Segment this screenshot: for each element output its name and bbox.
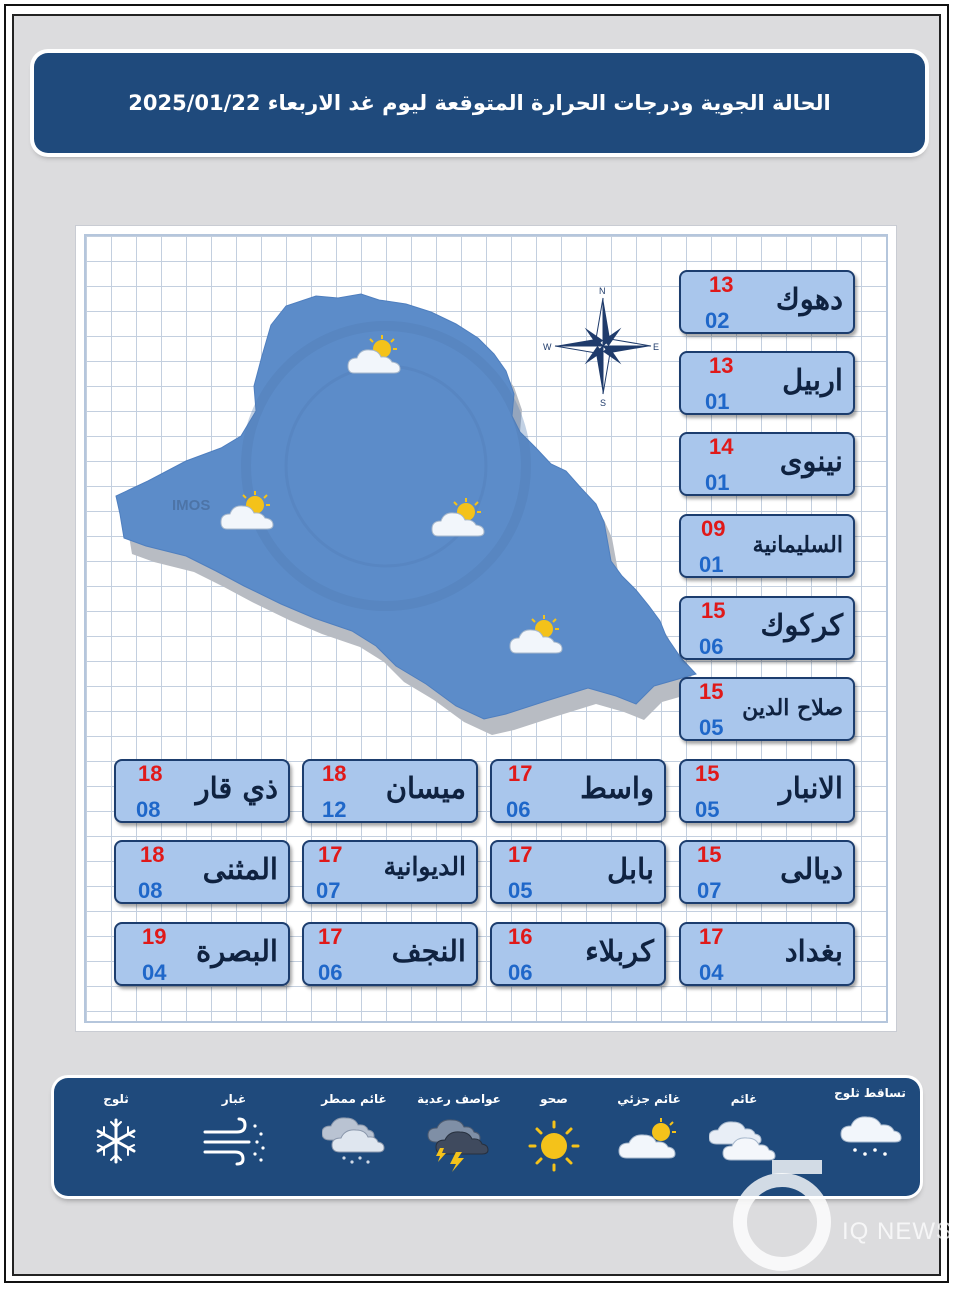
city-name: السليمانية <box>752 532 843 558</box>
compass-west: W <box>543 342 552 352</box>
city-name: ذي قار <box>195 771 278 805</box>
city-name: اربيل <box>782 363 843 397</box>
page-title: الحالة الجوية ودرجات الحرارة المتوقعة ليوم غد الاربعاء 2025/01/22 <box>128 91 831 115</box>
compass-rose-icon <box>543 286 659 408</box>
title-bar <box>34 53 925 153</box>
legend-item-sunny <box>504 1092 604 1172</box>
city-name: ديالى <box>780 852 843 886</box>
legend-label: غبار <box>221 1092 247 1106</box>
max-temp: 18 <box>322 761 347 786</box>
compass-east: E <box>653 342 660 352</box>
city-name: بابل <box>607 852 654 886</box>
max-temp: 15 <box>699 679 724 704</box>
imos-watermark: IMOS <box>172 497 211 514</box>
max-temp: 15 <box>695 761 720 786</box>
legend-label: غائم ممطر <box>321 1092 387 1106</box>
min-temp: 05 <box>699 715 724 740</box>
max-temp: 13 <box>709 272 734 297</box>
min-temp: 06 <box>318 960 343 985</box>
city-name: الانبار <box>778 771 843 805</box>
min-temp: 04 <box>142 960 167 985</box>
city-card <box>302 840 478 904</box>
max-temp: 17 <box>508 842 533 867</box>
legend-label: عواصف رعدية <box>417 1092 501 1106</box>
min-temp: 07 <box>316 878 341 903</box>
min-temp: 05 <box>695 797 720 822</box>
city-card <box>114 922 290 986</box>
max-temp: 15 <box>701 598 726 623</box>
min-temp: 02 <box>705 308 730 333</box>
min-temp: 07 <box>697 878 722 903</box>
max-temp: 17 <box>318 924 343 949</box>
legend-item-dust <box>184 1092 284 1166</box>
city-card <box>679 922 855 986</box>
legend-label: ثلوج <box>103 1092 129 1106</box>
city-name: بغداد <box>784 934 843 968</box>
min-temp: 01 <box>705 470 730 495</box>
city-name: النجف <box>391 934 466 968</box>
compass-south: S <box>600 398 607 408</box>
city-name: واسط <box>580 771 654 805</box>
min-temp: 04 <box>699 960 724 985</box>
max-temp: 17 <box>508 761 533 786</box>
city-name: الديوانية <box>383 852 466 881</box>
city-card <box>490 840 666 904</box>
legend-item-partly-cloudy <box>599 1092 699 1160</box>
max-temp: 13 <box>709 353 734 378</box>
iq-news-logo <box>730 1150 840 1280</box>
city-name: المثنى <box>202 852 278 886</box>
max-temp: 15 <box>697 842 722 867</box>
city-card <box>302 922 478 986</box>
min-temp: 12 <box>322 797 347 822</box>
city-card <box>114 840 290 904</box>
city-card <box>679 759 855 823</box>
legend-item-rainy-cloud <box>304 1092 404 1166</box>
legend-item-snow <box>66 1092 166 1166</box>
snowflake-icon <box>91 1116 141 1166</box>
min-temp: 01 <box>705 389 730 414</box>
min-temp: 06 <box>508 960 533 985</box>
max-temp: 19 <box>142 924 167 949</box>
city-card <box>679 840 855 904</box>
city-name: كركوك <box>760 608 843 642</box>
legend-label: صحو <box>540 1092 568 1106</box>
min-temp: 08 <box>136 797 161 822</box>
dust-icon <box>199 1116 269 1166</box>
city-card <box>679 596 855 660</box>
max-temp: 18 <box>140 842 165 867</box>
city-card <box>679 432 855 496</box>
legend-item-snowfall <box>820 1086 920 1160</box>
city-name: البصرة <box>196 934 278 968</box>
min-temp: 08 <box>138 878 163 903</box>
legend-label: تساقط ثلوج <box>834 1086 906 1100</box>
city-card <box>302 759 478 823</box>
city-name: ميسان <box>385 771 466 805</box>
city-card <box>490 922 666 986</box>
city-name: دهوك <box>775 282 843 316</box>
legend-item-thunderstorm <box>409 1092 509 1172</box>
city-card <box>679 677 855 741</box>
max-temp: 17 <box>318 842 343 867</box>
min-temp: 01 <box>699 552 724 577</box>
min-temp: 06 <box>506 797 531 822</box>
max-temp: 17 <box>699 924 724 949</box>
legend-label: غائم جزئي <box>617 1092 681 1106</box>
iq-news-watermark-text: IQ NEWS <box>842 1218 954 1245</box>
compass-north: N <box>599 286 606 296</box>
city-card <box>114 759 290 823</box>
min-temp: 06 <box>699 634 724 659</box>
max-temp: 18 <box>138 761 163 786</box>
city-name: كربلاء <box>585 934 654 968</box>
sunny-icon <box>524 1116 584 1172</box>
max-temp: 09 <box>701 516 726 541</box>
rainy-cloud-icon <box>322 1116 386 1166</box>
min-temp: 05 <box>508 878 533 903</box>
city-name: نينوى <box>779 444 843 478</box>
thunderstorm-icon <box>426 1116 492 1172</box>
partly-cloudy-icon <box>617 1116 681 1160</box>
city-card <box>679 270 855 334</box>
city-card <box>679 351 855 415</box>
city-name: صلاح الدين <box>742 695 843 721</box>
city-card <box>490 759 666 823</box>
max-temp: 14 <box>709 434 734 459</box>
max-temp: 16 <box>508 924 533 949</box>
snowfall-icon <box>837 1110 903 1160</box>
city-card <box>679 514 855 578</box>
legend-label: غائم <box>730 1092 758 1106</box>
